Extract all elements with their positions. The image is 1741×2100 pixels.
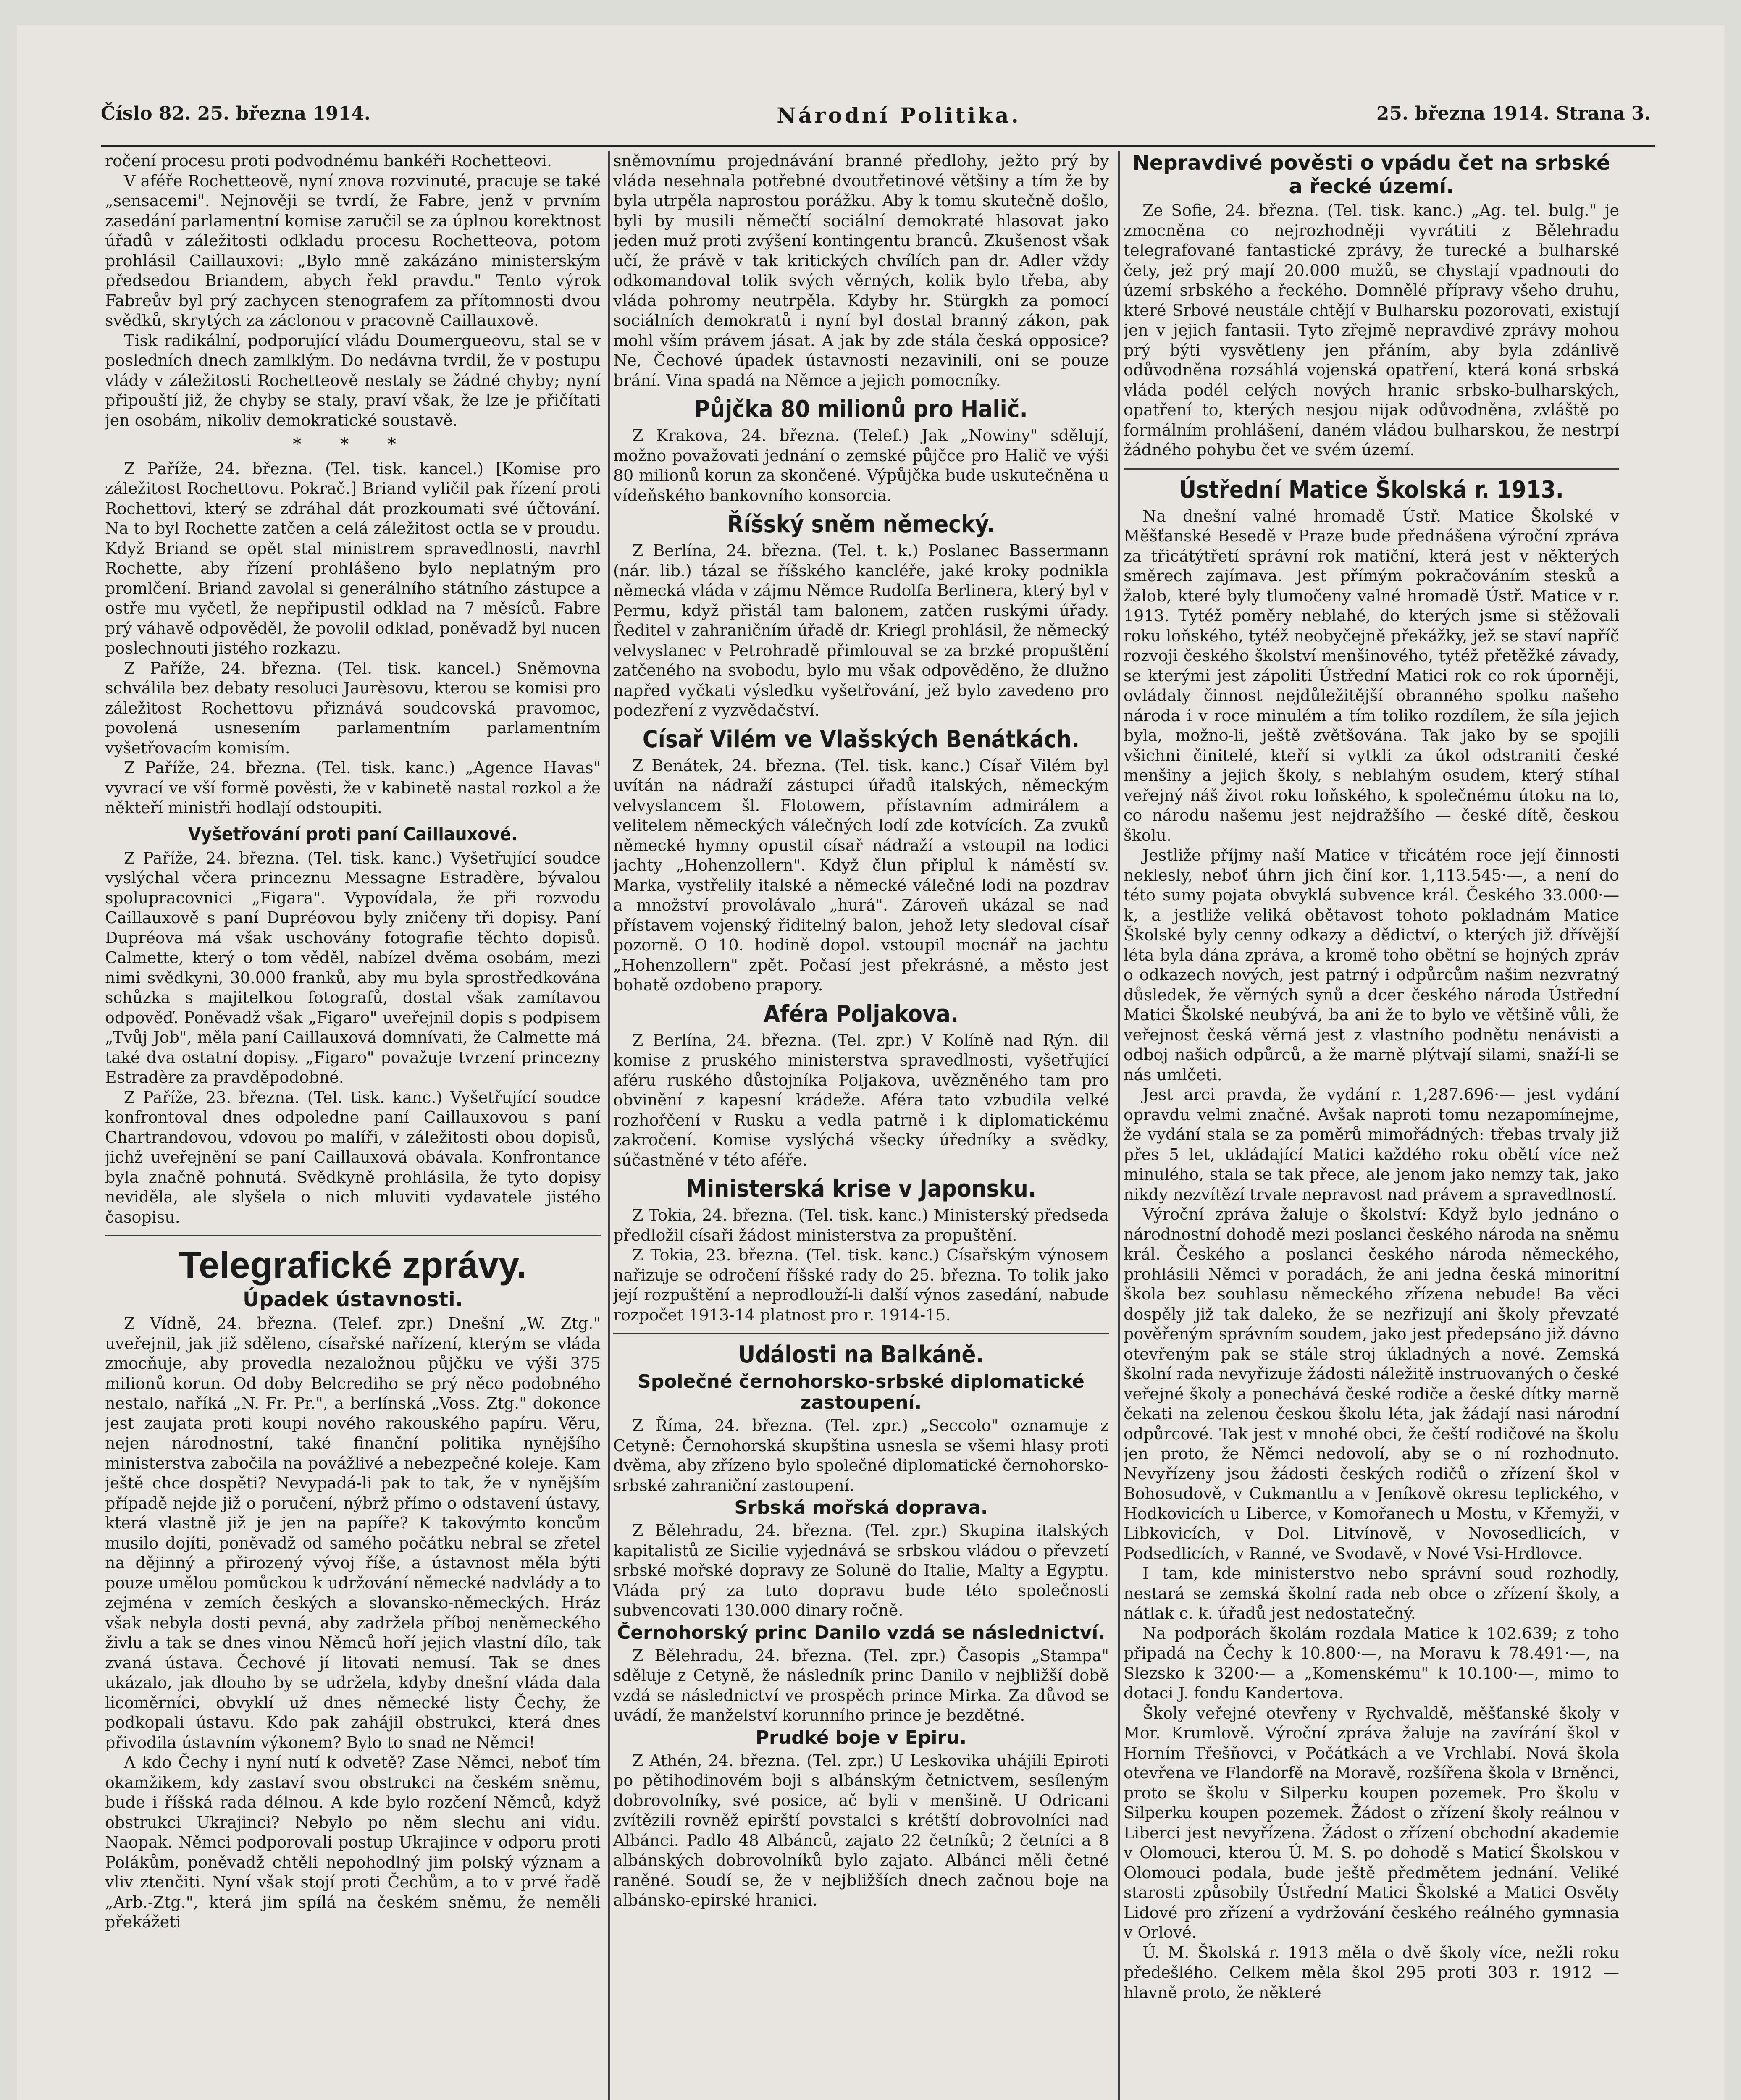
article-text: Z Paříže, 24. března. (Tel. tisk. kanc.) Vyšetřující soudce vyslýchal včera princeznu Messagne Estradère, bývalou spolupracovnici „Figara". Vypovídala, že při rozvodu Caillauxově s paní Dupréovou byly zničeny tři dopisy. Paní Dupréova má však uschovány fotografie těchto dopisů. Calmette, který o tom věděl, nabízel dvěma osobám, mezi nimi svědkyni, 30.000 franků, aby mu byla sprostředkována schůzka s majitelkou fotografů, dostal však zamítavou odpověď. Poněvadž však „Figaro" uveřejnil dopis s podpisem „Tvůj Job", měla paní Caillauxová domnívati, že Calmette má také dva ostatní dopisy. „Figaro" považuje tvrzení princezny Estradère za pravděpodobné. <box>105 848 601 1087</box>
article-text: Z Bělehradu, 24. března. (Tel. zpr.) Časopis „Stampa" sděluje z Cetyně, že následník princ Danilo v nejbližší době vzdá se následnictví ve prospěch prince Mirka. Za důvod se uvádí, že manželství korunního prince je bezdětné. <box>613 1646 1109 1725</box>
article-heading: Nepravdivé pověsti o vpádu čet na srbské a řecké území. <box>1132 151 1610 198</box>
article-text: V aféře Rochetteově, nyní znova rozvinuté, pracuje se také „sensacemi". Nejnověji se tvrdí, že Fabre, jenž v prvním zasedání parlamentní komise zaručil se za úplnou korektnost úřadů v záležitosti odkladu procesu Rochetteova, potom prohlásil Caillauxovi: „Bylo mně zakázáno ministerským předsedou Briandem, abych řekl pravdu." Tento výrok Fabreův byl prý zachycen stenografem za přítomnosti dvou svědků, skrytých za záclonou v pracovně Caillauxově. <box>105 171 601 330</box>
article-heading: Úpadek ústavnosti. <box>243 1288 463 1311</box>
article-text: Z Krakova, 24. března. (Telef.) Jak „Nowiny" sdělují, možno považovati jednání o zemské půjčce pro Halič ve výši 80 milionů korun za skončené. Výpůjčka bude uskutečněna u vídeňského bankovního konsorcia. <box>613 426 1109 505</box>
article-text: Výroční zpráva žaluje o školství: Když bylo jednáno o národnostní dohodě mezi poslanci českého národa na sněmu král. Českého a poslanci českého národa německého, prohlásili Němci v poradách, že ani jedna česká minoritní škola bez souhlasu německého zřízena nebude! Ba věci dospěly již tak daleko, že se nezřizují ani školy převzaté pověřeným správním soudem, jako jest předepsáno již dávno otevřeným pak se stále stroj úkladných a nové. Zemská školní rada nevyřizuje žádosti náležitě instruovaných o české veřejné školy a ponechává české rodiče a české dítky marně čekati na zelenou českou školu léta, jak žádají nasi národní odpůrcové. Tak jest v mnohé obci, že čeští rodičové na školu jen proto, že Němci nedovolí, aby se o ní rozhodnuto. Nevyřízeny jsou žádosti českých rodičů o zřízení škol v Bohosudově, v Cukmantlu a v Jeníkově okresu teplického, v Hodkovicích u Liberce, v Komořanech u Mostu, v Křemyži, v Libkovicích, v Dol. Litvínově, v Novosedlicích, v Podsedlicích, v Ranné, ve Svodavě, v Nové Vsi-Hrdlovce. <box>1124 1205 1619 1563</box>
column-divider <box>1118 151 1120 2100</box>
article-heading: Prudké boje v Epiru. <box>755 1727 967 1748</box>
article-text: ročení procesu proti podvodnému bankéři Rochetteovi. <box>105 152 552 170</box>
column-1 <box>105 151 601 2100</box>
article-text: Z Paříže, 24. března. (Tel. tisk. kancel.) Sněmovna schválila bez debaty resoluci Jaurèsovu, kterou se komisi pro záležitost Rochettovu přiznává soudcovská pravomoc, povolená usnesením parlamentním parlamentním vyšetřovacím komisím. <box>105 659 601 757</box>
article-heading: Ministerská krise v Japonsku. <box>685 1175 1037 1202</box>
issue-date: Číslo 82. 25. března 1914. <box>101 103 371 124</box>
section-separator: * * * <box>293 435 413 454</box>
page-header <box>101 90 1651 128</box>
column-divider <box>608 151 610 2100</box>
section-rule <box>613 1333 1109 1334</box>
article-heading: Říšský sněm německý. <box>727 511 995 538</box>
article-text: Z Paříže, 24. března. (Tel. tisk. kancel.) [Komise pro záležitost Rochettovu. Pokrač.] Briand vyličil pak řízení proti Rochettovi, který se zdráhal dát prozkoumati své účtování. Na to byl Rochette zatčen a celá záležitost octla se v proudu. Když Briand se opět stal ministrem spravedlnosti, navrhl Rochette, aby řízení prohlášeno bylo neplatným pro promlčení. Briand zavolal si generálního státního zástupce a ostře mu vyčetl, že nepřipustil odklad na 7 měsíců. Fabre prý váhavě odpověděl, že povolil odklad, poněvadž byl nucen poslechnouti jistého rozkazu. <box>105 459 601 657</box>
article-text: Školy veřejné otevřeny v Rychvaldě, měšťanské školy v Mor. Krumlově. Výroční zpráva žaluje na zavírání škol v Horním Třešňovci, v Počátkách a ve Vrchlabí. Nová škola otevřena ve Flandorfě na Moravě, rozšířena škola v Brněnci, proto se školu v Silperku koupen pozemek. Pro školu v Silperku koupen pozemek. Žádost o zřízení školy reálnou v Liberci jest nevyřízena. Žádost o zřízení obchodní akademie v Olomouci, kterou Ú. M. S. po dohodě s Maticí Školskou v Olomouci podala, bude ještě předmětem jednání. Veliké starosti způsobily Ústřední Matici Školské a Matici Osvěty Lidové pro zřízení a vydržování českého reálného gymnasia v Orlové. <box>1124 1704 1619 1942</box>
article-text: Z Athén, 24. března. (Tel. zpr.) U Leskovika uhájili Epiroti po pětihodinovém boji s albánským četnictvem, sesíleným dobrovolníky, své posice, ač byli v menšině. U Odricani zvítězili rovněž epirští povstalci s krétští dobrovolníci nad Albánci. Padlo 48 Albánců, zajato 22 četníků; 2 četníci a 8 albánských dobrovolníků bylo zajato. Albánci měli četné raněné. Soudí se, že v nejbližších dnech začnou boje na albánsko-epirské hranici. <box>613 1751 1109 1909</box>
column-3 <box>1124 151 1619 2100</box>
article-heading: Černohorský princ Danilo vzdá se následnictví. <box>617 1622 1106 1643</box>
article-text: Na podporách školám rozdala Matice k 102.639; z toho připadá na Čechy k 10.800·—, na Moravu k 78.491·—, na Slezsko k 3200·— a „Komenskému" k 10.100·—, mimo to dotaci J. fondu Kandertova. <box>1124 1624 1619 1702</box>
section-rule <box>1124 468 1619 470</box>
page-number: 25. března 1914. Strana 3. <box>1376 103 1651 124</box>
article-text: Z Paříže, 24. března. (Tel. tisk. kanc.) „Agence Havas" vyvrací ve vší formě pověsti, že v kabinetě nastal rozkol a že někteří ministři hodlají odstoupiti. <box>105 759 601 817</box>
section-rule <box>105 1235 601 1236</box>
article-text: Z Říma, 24. března. (Tel. zpr.) „Seccolo" oznamuje z Cetyně: Černohorská skupština usnesla se všemi hlasy proti dvěma, aby zřízeno bylo společné diplomatické černohorsko-srbské zahraniční zastoupení. <box>613 1416 1109 1495</box>
article-text: Z Berlína, 24. března. (Tel. t. k.) Poslanec Bassermann (nár. lib.) tázal se říšského kancléře, jaké kroky podnikla německá vláda v zájmu Němce Rudolfa Berlinera, který byl v Permu, když přistál tam balonem, zatčen ruskými úřady. Ředitel v zahraničním úřadě dr. Kriegl prohlásil, že německý velvyslanec v Petrohradě přimlouval se za brzké propuštění zatčeného na svobodu, bylo mu však odpověděno, že dlužno napřed vyčkati výsledku vyšetřování, jež bylo zavedeno pro podezření z vyzvědačství. <box>613 541 1109 719</box>
article-text: A kdo Čechy i nyní nutí k odvetě? Zase Němci, neboť tím okamžikem, kdy zastaví svou obstrukci na českém sněmu, bude i říšská rada délnou. A kde bylo rozčení Němců, když obstrukci Ukrajinci? Nebylo po něm slechu ani vidu. Naopak. Němci podporovali postup Ukrajince v odporu proti Polákům, poněvadž chtěli nepohodlný jim polský význam a vliv ztenčiti. Nyní však stojí proti Čechům, a to v prvé řadě „Arb.-Ztg.", která jim spílá na českém sněmu, že neměli překážeti <box>105 1753 601 1931</box>
article-heading: Společné černohorsko-srbské diplomatické zastoupení. <box>638 1371 1085 1413</box>
article-text: Jest arci pravda, že vydání r. 1,287.696·— jest vydání opravdu velmi značné. Avšak naproti tomu nezapomínejme, že vydání stala se za poměrů mimořádných: třebas trvaly již přes 5 let, ukládající Matici každého roku obětí více než minulého, stala se tak přece, ale jenom jako nemzy tak, jako nikdy nezvítězí trvale nepravost nad právem a spravedlností. <box>1124 1085 1619 1204</box>
article-text: Na dnešní valné hromadě Ústř. Matice Školské v Měšťanské Besedě v Praze bude přednášena výroční zpráva za třicátýtřetí správní rok matiční, která jest v některých směrech zajímava. Jest přímým pokračováním stesků a žalob, které byly tlumočeny valné hromadě Ústř. Matice v r. 1913. Tytéž poměry neblahé, do kterých jsme si stěžovali roku loňského, tytéž neobyčejně překážky, jež se staví napříč rozvoji českého školství menšinového, tytéž přetěžké závady, se kterými jest zápoliti Ústřední Matici rok co rok úporněji, ovládaly činnost nejdůležitější obranného spolku našeho národa i v roce minulém a tím toliko rozdílem, že síla jejich byla, možno-li, ještě zvětšována. Tak jako by se spojili všichni činitelé, kteří si vytkli za úkol odstraniti české menšiny a jejich školy, s neblahým osudem, který stíhal veřejný náš život roku loňského, k společnému útoku na to, co národu našemu jest nejdražšího — české dítě, českou školu. <box>1124 507 1619 845</box>
article-heading: Srbská mořská doprava. <box>734 1497 988 1518</box>
article-text: Z Tokia, 24. března. (Tel. tisk. kanc.) Ministerský předseda předložil císaři žádost ministerstva za propuštění. <box>613 1206 1109 1244</box>
article-heading: Aféra Poljakova. <box>763 1000 959 1028</box>
article-text: Jestliže příjmy naší Matice v třicátém roce její činnosti neklesly, neboť úhrn jich činí kor. 1,113.545·—, a není do této sumy pojata obvyklá subvence král. Českého 33.000·— k, a jestliže veliká obětavost tohoto pokladnám Matice Školské byly cenny odkazy a dědictví, o kterých již dřívější léta byla dána zpráva, a kromě toho obětní se hojných zpráv o odkazech nových, jest patrný i odpůrcům našim nezvratný důsledek, že věrných synů a dcer českého národa Ústřední Matici Školské neubývá, ba ani že to bylo ve většině vůli, že veřejnost česká věrná jest z vlastního podnětu nenávisti a odboj našich odpůrců, a že marně plýtvají silami, snaží-li se nás umlčeti. <box>1124 846 1619 1084</box>
article-heading: Půjčka 80 milionů pro Halič. <box>694 396 1028 423</box>
article-text: Z Vídně, 24. března. (Telef. zpr.) Dnešní „W. Ztg." uveřejnil, jak již sděleno, císařské nařízení, kterým se vláda zmocňuje, aby provedla nezaložnou půjčku ve výši 375 milionů korun. Od doby Belcrediho se prý něco podobného nestalo, naříká „N. Fr. Pr.", a berlínská „Voss. Ztg." dokonce jest zaujata proti koupi nového rakouského papíru. Věru, nejen národnostní, také finanční politika nynějšího ministerstva zabočila na povážlivé a nebezpečné koleje. Kam ještě chce dospěti? Nevypadá-li pak to tak, že v nynějším případě nejde již o poručení, nýbrž přímo o odstavení ústavy, která vlastně již je jen na papíře? K takovýmto koncům musilo dojíti, poněvadž od samého počátku nebral se zřetel na dějinný a přirozený vývoj říše, a ústavnost měla býti pouze umělou pomůckou k udržování německé nadvlády a to zejména v zemích českých a slovansko-německých. Hráz však nebyla dosti pevná, aby zadržela příboj neněmeckého živlu a tak se dnes vinou Němců hoří jejich vlastní dílo, tak zvaná ústava. Čechové jí litovati nemusí. Tak se dnes ukázalo, jak dlouho by se udržela, kdyby dnešní vláda dala licoměrníci, obvyklí už dnes německé listy Čechy, že podkopali ústavu. Kdo pak zahájil obstrukci, která dnes přivodila ústavním výkonem? Bylo to snad ne Němci! <box>105 1314 601 1752</box>
article-text: Z Berlína, 24. března. (Tel. zpr.) V Kolíně nad Rýn. dil komise z pruského ministerstva spravedlnosti, vyšetřující aféru ruského důstojníka Poljakova, uvězněného tam pro obvinění z kapesní krádeže. Aféra tato vzbudila velké rozhořčení v Rusku a vedla patrně i k diplomatickému zakročení. Komise vyslýchá všecky úředníky a svědky, súčastněné v této aféře. <box>613 1031 1109 1169</box>
article-text: Z Bělehradu, 24. března. (Tel. zpr.) Skupina italských kapitalistů ze Sicilie vyjednává se srbskou vládou o převzetí srbské mořské dopravy ze Solunë do Italie, Malty a Egyptu. Vláda prý za tuto dopravu bude této společnosti subvencovati 130.000 dinary ročně. <box>613 1521 1109 1620</box>
header-rule <box>101 145 1655 147</box>
section-heading: Telegrafické zprávy. <box>179 1244 527 1286</box>
article-text: Tisk radikální, podporující vládu Doumergueovu, stal se v posledních dnech zamlklým. Do nedávna tvrdil, že v postupu vlády v záležitosti Rochetteově nestaly se žádné chyby; nyní připouští již, že chyby se staly, praví však, že lze je přičítati jen osobám, nikoliv demokratické soustavě. <box>105 331 601 430</box>
article-heading: Císař Vilém ve Vlašských Benátkách. <box>642 725 1080 753</box>
article-text: Z Benátek, 24. března. (Tel. tisk. kanc.) Císař Vilém byl uvítán na nádraží zástupci úřadů italských, německým velvyslancem šl. Flotowem, přístavním admirálem a velitelem německých válečných lodí zde kotvících. Za zvuků německé hymny opustil císař nádraží a vstoupil na lodici jachty „Hohenzollern". Když člun připlul k náměstí sv. Marka, vystřelily italské a německé válečné lodi na pozdrav a množství provolávalo „hurá". Zároveň ukázal se nad přístavem vojenský řiditelný balon, jehož lety sledoval císař pozorně. O 10. hodině dopol. vstoupil mocnář na jachtu „Hohenzollern" zpět. Počasí jest překrásné, a město jest bohatě ozdobeno prapory. <box>613 756 1109 994</box>
newspaper-title: Národní Politika. <box>777 103 1021 128</box>
article-text: Ú. M. Školská r. 1913 měla o dvě školy více, nežli roku předešlého. Celkem měla škol 295 proti 303 r. 1912 — hlavně proto, že některé <box>1124 1943 1619 2002</box>
article-text: Ze Sofie, 24. března. (Tel. tisk. kanc.) „Ag. tel. bulg." je zmocněna co nejrozhodněji vyvrátiti z Bělehradu telegrafované fantastické zprávy, že turecké a bulharské čety, jež prý mají 20.000 mužů, se chystají vpadnouti do území srbského a řeckého. Domnělé přípravy všeho druhu, které Srbové neustále chtějí v Bulharsku pozorovati, existují jen v jejich fantasii. Tyto zřejmě nepravdivé zprávy mohou prý býti vysvětleny jen přáním, aby byla zdánlivě odůvodněna rozsáhlá vojenská opatření, která koná srbská vláda podél celých nových hranic srbsko-bulharských, opatření to, kterých nesjou nijak odůvodněna, zvláště po formálním prohlášení, daném vládou bulharskou, že nestrpí žádného pohybu čet ve svém území. <box>1124 201 1619 459</box>
article-text: Z Paříže, 23. března. (Tel. tisk. kanc.) Vyšetřující soudce konfrontoval dnes odpoledne paní Caillauxovou s paní Chartrandovou, vdovou po malíři, v záležitosti obou dopisů, jichž uveřejnění se paní Caillauxová obávala. Konfrontance byla značně pohnutá. Svědkyně prohlásila, že tyto dopisy neviděla, ale slyšela o nich mluviti vydavatele jistého časopisu. <box>105 1088 601 1226</box>
section-heading: Události na Balkáně. <box>738 1341 984 1368</box>
article-heading: Vyšetřování proti paní Caillauxové. <box>188 823 518 845</box>
column-2 <box>613 151 1109 2100</box>
article-text: I tam, kde ministerstvo nebo správní soud rozhodly, nestará se zemská školní rada neb obce o zřízení školy, a nátlak c. k. úřadů jest nedostatečný. <box>1124 1564 1619 1622</box>
article-text: Z Tokia, 23. března. (Tel. tisk. kanc.) Císařským výnosem nařizuje se odročení říšské rady do 25. března. To tolik jako její rozpuštění a neprodlouží-li další výnos zasedání, nabude rozpočet 1913-14 platnost pro r. 1914-15. <box>613 1246 1109 1324</box>
article-text: sněmovnímu projednávání branné předlohy, ježto prý by vláda nesehnala potřebné dvoutřetinové většiny a tím že by byla utrpěla naprostou porážku. Aby k tomu skutečně došlo, byli by musili němečtí sociální demokraté hlasovat jako jeden muž proti zvýšení kontingentu branců. Zkušenost však učí, že právě v tak kritických chvílích pan dr. Adler vždy odkomandoval tolik svých věrných, kolik bylo třeba, aby vláda pohromy neutrpěla. Kdyby hr. Stürgkh za pomocí sociálních demokratů i nyní byl dostal branný zákon, pak mohl vším právem jásat. A jak by zde stála česká opposice? Ne, Čechové úpadek ústavnosti nezavinili, oni se pouze brání. Vina spadá na Němce a jejich pomocníky. <box>613 152 1109 390</box>
article-heading: Ústřední Matice Školská r. 1913. <box>1179 476 1564 504</box>
